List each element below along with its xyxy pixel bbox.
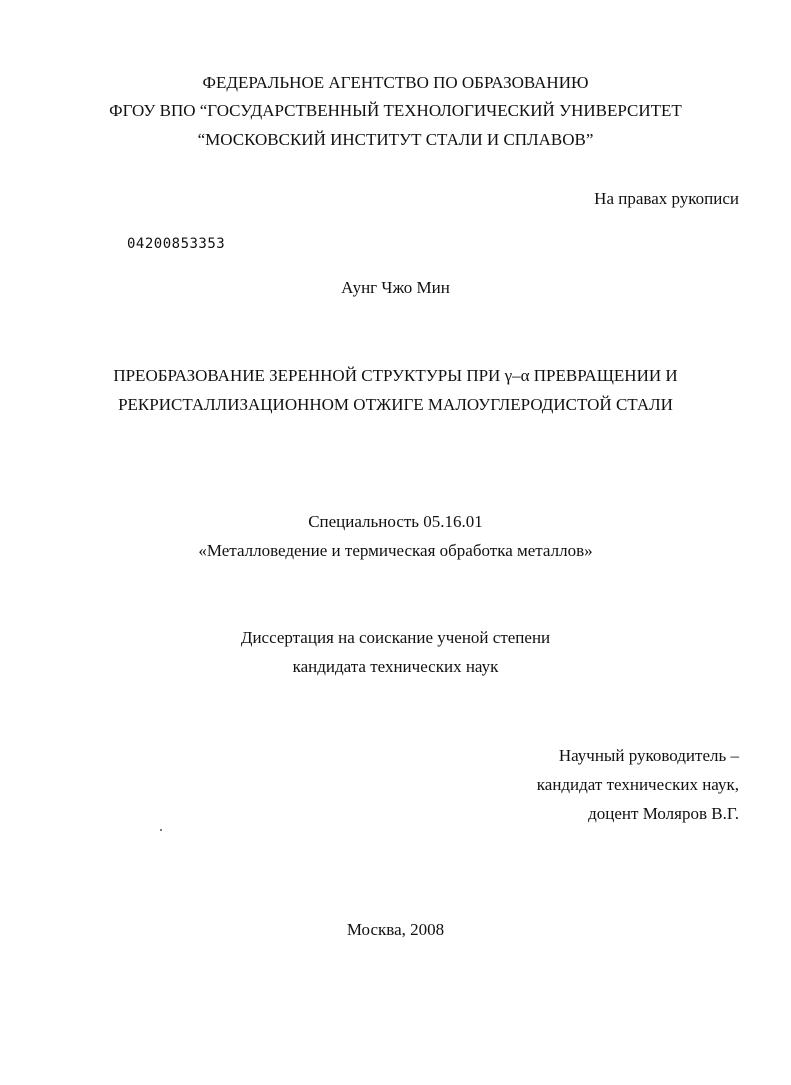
registry-number: 04200853353 bbox=[127, 236, 226, 252]
dissertation-line-2: кандидата технических наук bbox=[292, 657, 499, 676]
header-agency: ФЕДЕРАЛЬНОЕ АГЕНТСТВО ПО ОБРАЗОВАНИЮ bbox=[202, 73, 589, 92]
title-line-1: ПРЕОБРАЗОВАНИЕ ЗЕРЕННОЙ СТРУКТУРЫ ПРИ γ–α ПРЕВРАЩЕНИИ И bbox=[113, 366, 678, 385]
supervisor-degree: кандидат технических наук, bbox=[536, 775, 739, 794]
rights-note: На правах рукописи bbox=[594, 189, 739, 208]
author-name: Аунг Чжо Мин bbox=[341, 278, 450, 297]
header-institute: “МОСКОВСКИЙ ИНСТИТУТ СТАЛИ И СПЛАВОВ” bbox=[197, 130, 594, 149]
specialty-name: «Металловедение и термическая обработка металлов» bbox=[198, 541, 593, 560]
place-year: Москва, 2008 bbox=[346, 920, 445, 939]
dissertation-line-1: Диссертация на соискание ученой степени bbox=[240, 628, 551, 647]
supervisor-name: доцент Моляров В.Г. bbox=[588, 804, 739, 823]
supervisor-role: Научный руководитель – bbox=[558, 746, 739, 765]
header-university: ФГОУ ВПО “ГОСУДАРСТВЕННЫЙ ТЕХНОЛОГИЧЕСКИЙ УНИВЕРСИТЕТ bbox=[109, 101, 682, 120]
scan-speck bbox=[160, 829, 162, 831]
title-line-2: РЕКРИСТАЛЛИЗАЦИОННОМ ОТЖИГЕ МАЛОУГЛЕРОДИСТОЙ СТАЛИ bbox=[118, 395, 673, 414]
specialty-code: Специальность 05.16.01 bbox=[308, 512, 483, 531]
